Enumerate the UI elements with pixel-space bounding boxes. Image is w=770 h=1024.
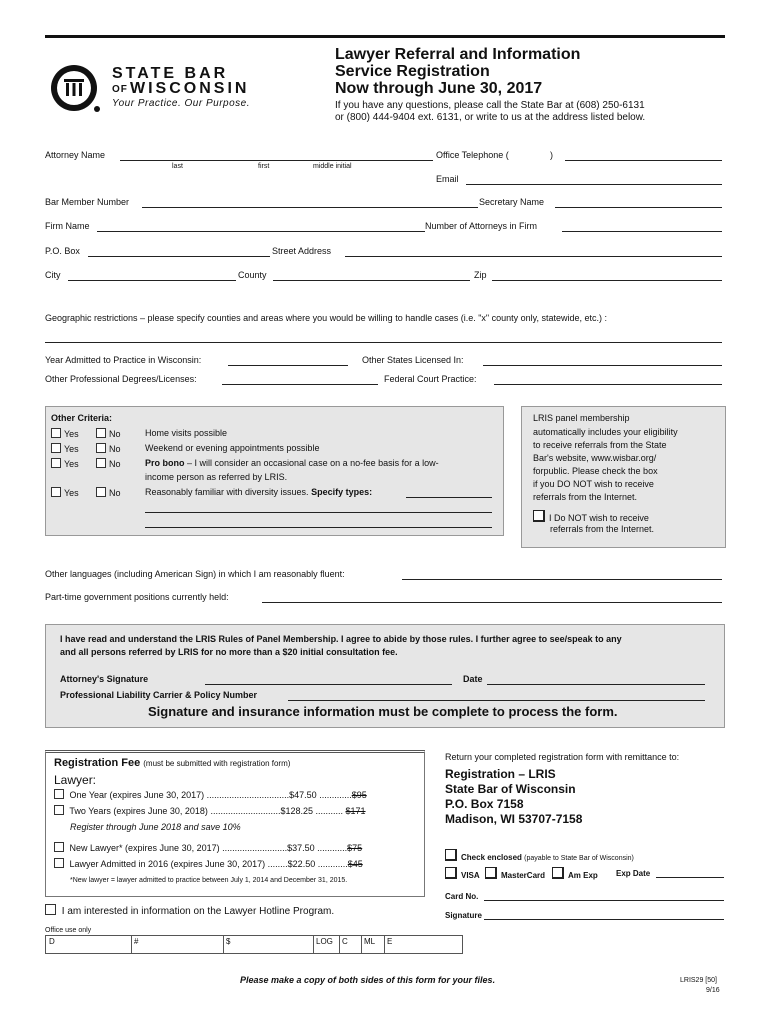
logo-state-bar: STATE BAR: [112, 65, 229, 82]
form-title-line1: Lawyer Referral and Information: [335, 46, 581, 63]
federal-court-input[interactable]: [494, 384, 722, 385]
part-time-label: Part-time government positions currently held:: [45, 592, 229, 602]
office-use-number: #: [134, 937, 139, 946]
pro-bono-rest: – I will consider an occasional case on a no-fee basis for a low-: [184, 458, 439, 468]
po-box-input[interactable]: [88, 256, 270, 257]
registration-fee-title: Registration Fee: [54, 757, 141, 769]
year-admitted-label: Year Admitted to Practice in Wisconsin:: [45, 355, 202, 365]
specify-types-input-2[interactable]: [145, 512, 492, 513]
office-use-divider: [384, 936, 385, 953]
email-input[interactable]: [466, 184, 722, 185]
name-sublabel-middle: middle initial: [313, 163, 352, 170]
office-telephone-label: Office Telephone (: [436, 150, 509, 160]
office-telephone-input[interactable]: [565, 160, 722, 161]
office-use-ml: ML: [364, 937, 376, 946]
diversity-text: [145, 487, 372, 497]
city-label: City: [45, 270, 61, 280]
name-sublabel-last: last: [172, 163, 183, 170]
home-visits-no[interactable]: [96, 428, 121, 439]
lawyer-heading: Lawyer:: [54, 773, 97, 787]
office-use-c: C: [342, 937, 348, 946]
office-use-e: E: [387, 937, 393, 946]
fee-two-years-old-price: $171: [345, 806, 366, 816]
fee-two-years-option[interactable]: Two Years (expires June 30, 2018) ............................$128.25 ........... $171: [54, 805, 366, 816]
footer-form-date: 9/16: [706, 987, 720, 994]
other-degrees-input[interactable]: [222, 384, 378, 385]
registration-fee-heading: [54, 757, 290, 769]
office-use-label: Office use only: [45, 927, 92, 934]
weekend-no[interactable]: [96, 443, 121, 454]
check-enclosed-label: Check enclosed: [461, 853, 522, 862]
signature-notice: Signature and insurance information must be complete to process the form.: [148, 704, 618, 719]
office-use-divider: [131, 936, 132, 953]
pro-bono-text: [145, 458, 439, 468]
weekend-text: Weekend or evening appointments possible: [145, 443, 320, 453]
signature-date-label: Date: [463, 674, 483, 684]
amex-checkbox[interactable]: [552, 867, 598, 880]
other-states-label: Other States Licensed In:: [362, 355, 464, 365]
logo-of: OF: [112, 84, 128, 95]
lris-panel-line6: if you DO NOT wish to receive: [533, 479, 654, 489]
agreement-text-line2: and all persons referred by LRIS for no more than a $20 initial consultation fee.: [60, 647, 398, 657]
fee-two-years-leader: ............................: [210, 806, 281, 816]
fee-one-year-label: One Year (expires June 30, 2017): [69, 790, 205, 800]
specify-types-label: Specify types:: [311, 487, 373, 497]
office-use-table: [45, 935, 463, 954]
footer-copy-note: Please make a copy of both sides of this form for your files.: [240, 975, 496, 985]
geographic-input[interactable]: [45, 342, 722, 343]
fee-admitted-2016-option[interactable]: Lawyer Admitted in 2016 (expires June 30, 2017) ........$22.50 ............$45: [54, 858, 363, 869]
email-label: Email: [436, 174, 459, 184]
contact-line2: or (800) 444-9404 ext. 6131, or write to us at the address listed below.: [335, 112, 646, 123]
hotline-label: I am interested in information on the Lawyer Hotline Program.: [61, 906, 335, 917]
hotline-checkbox[interactable]: [45, 904, 334, 917]
num-attorneys-input[interactable]: [562, 231, 722, 232]
fee-one-year-option[interactable]: [54, 789, 367, 800]
secretary-name-label: Secretary Name: [479, 197, 545, 207]
registration-fee-note: (must be submitted with registration form): [143, 759, 291, 768]
specify-types-input[interactable]: [406, 497, 492, 498]
attorney-name-label: Attorney Name: [45, 150, 106, 160]
card-signature-input[interactable]: [484, 919, 724, 920]
liability-label: Professional Liability Carrier & Policy Number: [60, 690, 258, 700]
office-use-log: LOG: [316, 937, 333, 946]
pro-bono-no[interactable]: [96, 458, 121, 469]
fee-new-lawyer-price: $37.50: [287, 843, 315, 853]
mastercard-checkbox[interactable]: [485, 867, 545, 880]
exp-date-input[interactable]: [656, 877, 724, 878]
attorney-signature-input[interactable]: [205, 684, 452, 685]
fee-new-lawyer-leader: ..........................: [222, 843, 288, 853]
fee-footnote: *New lawyer = lawyer admitted to practice between July 1, 2014 and December 31, 2015.: [70, 877, 348, 884]
office-use-divider: [313, 936, 314, 953]
num-attorneys-label: Number of Attorneys in Firm: [425, 221, 538, 231]
fee-two-years-price: $128.25: [280, 806, 314, 816]
office-use-divider: [361, 936, 362, 953]
fee-admitted-2016-label: Lawyer Admitted in 2016 (expires June 30, 2017): [69, 859, 266, 869]
logo-wisconsin: WISCONSIN: [130, 80, 250, 97]
lris-panel-line7: referrals from the Internet.: [533, 492, 638, 502]
fee-one-year-leader-short: .............: [319, 790, 352, 800]
home-visits-no-label: No: [109, 429, 121, 439]
fee-one-year-price: $47.50: [289, 790, 317, 800]
pro-bono-text-line2: income person as referred by LRIS.: [145, 472, 288, 482]
signature-date-input[interactable]: [487, 684, 705, 685]
internet-optout-checkbox[interactable]: [533, 510, 649, 523]
logo-tagline: Your Practice. Our Purpose.: [112, 98, 251, 109]
check-enclosed-checkbox[interactable]: [445, 849, 634, 862]
year-admitted-input[interactable]: [228, 365, 348, 366]
check-enclosed-note: (payable to State Bar of Wisconsin): [524, 855, 634, 862]
internet-optout-label: I Do NOT wish to receive: [549, 513, 649, 523]
visa-checkbox[interactable]: [445, 867, 480, 880]
lris-panel-line1: LRIS panel membership: [533, 413, 630, 423]
diversity-label: Reasonably familiar with diversity issues.: [145, 487, 309, 497]
pro-bono-bold: Pro bono: [145, 458, 185, 468]
card-no-input[interactable]: [484, 900, 724, 901]
attorney-signature-label: Attorney's Signature: [60, 674, 149, 684]
exp-date-label: Exp Date: [616, 869, 651, 878]
city-input[interactable]: [68, 280, 236, 281]
lris-panel-line3: to receive referrals from the State: [533, 440, 667, 450]
pro-bono-yes[interactable]: [51, 458, 79, 469]
geographic-label: Geographic restrictions – please specify counties and areas where you would be willing to handle cases (i.e. "x" county only, statewide, etc.) :: [45, 313, 608, 323]
firm-name-label: Firm Name: [45, 221, 90, 231]
fee-admitted-old-price: $45: [347, 859, 363, 869]
contact-line1: If you have any questions, please call the State Bar at (608) 250-6131: [335, 100, 645, 111]
footer-form-code: LRIS29 [50]: [680, 977, 717, 984]
fee-admitted-leader: ........: [267, 859, 288, 869]
pro-bono-yes-label: Yes: [64, 459, 79, 469]
visa-label: VISA: [461, 871, 480, 880]
diversity-no-label: No: [109, 488, 121, 498]
fee-one-year-leader: .................................: [206, 790, 290, 800]
specify-types-input-3[interactable]: [145, 527, 492, 528]
bar-number-input[interactable]: [142, 207, 478, 208]
lris-panel-line4: Bar's website, www.wisbar.org/: [533, 453, 657, 463]
zip-input[interactable]: [492, 280, 722, 281]
diversity-no[interactable]: [96, 487, 121, 498]
weekend-yes[interactable]: [51, 443, 79, 454]
fee-one-year-old-price: $95: [351, 790, 367, 800]
card-no-label: Card No.: [445, 892, 479, 901]
form-title-line3: Now through June 30, 2017: [335, 80, 543, 97]
logo: [48, 64, 100, 116]
other-criteria-heading: Other Criteria:: [51, 413, 113, 423]
other-states-input[interactable]: [483, 365, 722, 366]
fee-register-note: Register through June 2018 and save 10%: [70, 822, 241, 832]
office-telephone-paren: ): [550, 150, 553, 160]
liability-input[interactable]: [288, 700, 705, 701]
other-criteria-box: [45, 406, 504, 536]
office-use-divider: [223, 936, 224, 953]
diversity-yes-label: Yes: [64, 488, 79, 498]
county-label: County: [238, 270, 267, 280]
po-box-label: P.O. Box: [45, 246, 80, 256]
return-line1: Registration – LRIS: [445, 767, 556, 781]
weekend-yes-label: Yes: [64, 444, 79, 454]
languages-input[interactable]: [402, 579, 722, 580]
lris-panel-line5: forpublic. Please check the box: [533, 466, 658, 476]
name-sublabel-first: first: [258, 163, 270, 170]
state-bar-seal-icon: [48, 64, 100, 116]
internet-optout-line2: referrals from the Internet.: [550, 524, 655, 534]
languages-label: Other languages (including American Sign) in which I am reasonably fluent:: [45, 569, 345, 579]
return-line3: P.O. Box 7158: [445, 797, 524, 811]
part-time-input[interactable]: [262, 602, 722, 603]
federal-court-label: Federal Court Practice:: [384, 374, 477, 384]
form-title-line2: Service Registration: [335, 63, 490, 80]
mastercard-label: MasterCard: [501, 871, 546, 880]
office-use-d: D: [49, 937, 55, 946]
street-address-label: Street Address: [272, 246, 332, 256]
lris-panel-line2: automatically includes your eligibility: [533, 427, 678, 437]
fee-new-lawyer-old-price: $75: [347, 843, 363, 853]
weekend-no-label: No: [109, 444, 121, 454]
fee-two-years-label: Two Years (expires June 30, 2018): [69, 806, 208, 816]
fee-new-lawyer-label: New Lawyer* (expires June 30, 2017): [69, 843, 220, 853]
attorney-name-input[interactable]: [120, 160, 433, 161]
return-line2: State Bar of Wisconsin: [445, 782, 576, 796]
agreement-text-line1: I have read and understand the LRIS Rules of Panel Membership. I agree to abide by those rules. I further agree to see/speak to any: [60, 634, 622, 644]
home-visits-yes-label: Yes: [64, 429, 79, 439]
home-visits-text: Home visits possible: [145, 428, 228, 438]
top-rule: [45, 35, 725, 38]
amex-label: Am Exp: [568, 871, 598, 880]
fee-new-lawyer-option[interactable]: New Lawyer* (expires June 30, 2017) ..........................$37.50 ............$75: [54, 842, 362, 853]
return-intro: Return your completed registration form with remittance to:: [445, 752, 680, 762]
fee-admitted-price: $22.50: [287, 859, 316, 869]
secretary-name-input[interactable]: [555, 207, 722, 208]
zip-label: Zip: [474, 270, 487, 280]
bar-number-label: Bar Member Number: [45, 197, 130, 207]
other-degrees-label: Other Professional Degrees/Licenses:: [45, 374, 197, 384]
county-input[interactable]: [273, 280, 470, 281]
street-address-input[interactable]: [345, 256, 722, 257]
office-use-dollar: $: [226, 937, 231, 946]
return-line4: Madison, WI 53707-7158: [445, 812, 583, 826]
pro-bono-no-label: No: [109, 459, 121, 469]
home-visits-yes[interactable]: [51, 428, 79, 439]
office-use-divider: [339, 936, 340, 953]
card-signature-label: Signature: [445, 911, 482, 920]
diversity-yes[interactable]: [51, 487, 79, 498]
firm-name-input[interactable]: [97, 231, 425, 232]
